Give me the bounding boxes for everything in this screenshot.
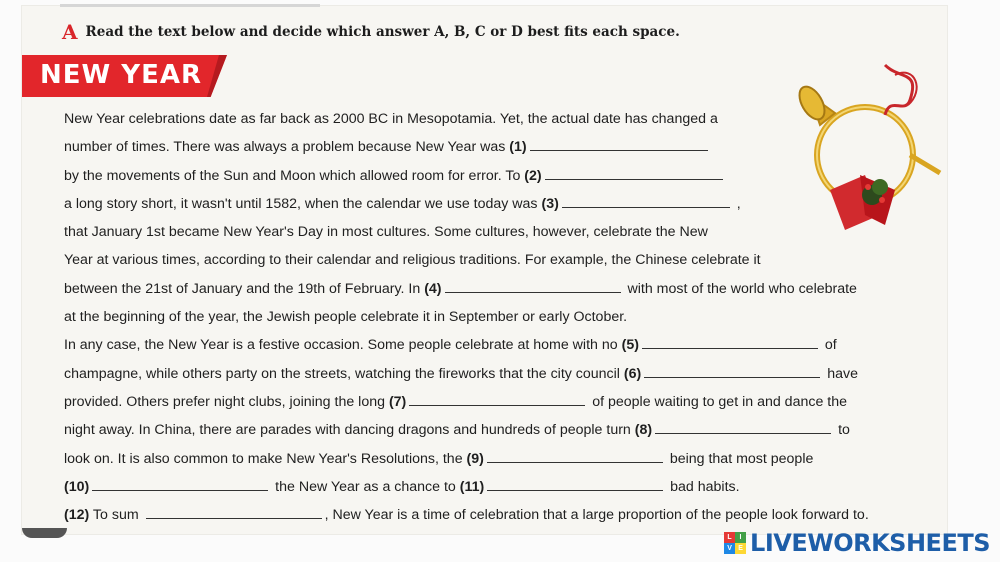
passage-line <box>64 331 944 359</box>
passage-text-segment: being that most people <box>665 450 814 467</box>
answer-blank[interactable] <box>545 169 723 180</box>
answer-blank[interactable] <box>530 140 708 151</box>
gap-number: (3) <box>541 195 559 212</box>
passage-text-segment: bad habits. <box>666 478 740 495</box>
passage-text-segment: provided. Others prefer night clubs, joining the long <box>64 393 389 410</box>
answer-blank[interactable] <box>487 452 663 463</box>
liveworksheets-badge-icon <box>724 532 746 554</box>
gap-number: (6) <box>623 365 642 382</box>
passage-text-segment: , New Year is a time of celebration that a large proportion of the people look forward to. <box>324 507 869 524</box>
passage-text-segment: look on. It is also common to make New Year's Resolutions, the <box>64 450 467 467</box>
exercise-instruction <box>62 18 680 46</box>
answer-blank[interactable] <box>562 197 730 208</box>
answer-blank[interactable] <box>445 282 621 293</box>
passage-text-segment: Year at various times, according to their calendar and religious traditions. For example, the Chinese celebrate it <box>64 252 761 269</box>
passage-line <box>64 388 944 416</box>
passage-line <box>64 190 944 218</box>
instruction-text: Read the text below and decide which answer A, B, C or D best fits each space. <box>85 24 680 40</box>
exercise-letter: A <box>62 20 78 44</box>
answer-blank[interactable] <box>487 480 663 491</box>
passage-line <box>64 445 944 473</box>
passage-line <box>64 416 944 444</box>
logo-text: LIVEWORKSHEETS <box>750 529 990 557</box>
gap-number: (10) <box>64 478 90 495</box>
passage-line <box>64 275 944 303</box>
badge-letter: L <box>724 532 735 543</box>
passage-text-segment: the New Year as a chance to <box>271 478 460 495</box>
badge-letter: I <box>735 532 746 543</box>
passage-text-segment: to <box>834 422 850 439</box>
passage-text-segment: with most of the world who celebrate <box>623 280 857 297</box>
passage-text-segment: New Year celebrations date as far back as 2000 BC in Mesopotamia. Yet, the actual date has changed a <box>64 111 718 127</box>
gap-number: (9) <box>466 450 484 467</box>
gap-number: (2) <box>524 167 542 184</box>
passage-text-segment: number of times. There was always a problem because New Year was <box>64 139 510 156</box>
passage-text <box>64 105 944 529</box>
page-corner-mark <box>22 528 67 538</box>
passage-text-segment: champagne, while others party on the streets, watching the fireworks that the city council <box>64 365 624 382</box>
passage-text-segment: by the movements of the Sun and Moon which allowed room for error. To <box>64 167 525 184</box>
answer-blank[interactable] <box>409 395 585 406</box>
gap-number: (5) <box>621 337 639 354</box>
passage-text-segment: that January 1st became New Year's Day in most cultures. Some cultures, however, celebrate the New <box>64 224 708 241</box>
passage-text-segment: , <box>732 195 741 212</box>
passage-text-segment: at the beginning of the year, the Jewish people celebrate it in September or early October. <box>64 309 628 326</box>
passage-text-segment: of <box>820 337 837 354</box>
passage-text-segment: of people waiting to get in and dance the <box>588 393 848 410</box>
badge-letter: E <box>735 543 746 554</box>
passage-line <box>64 360 944 388</box>
badge-letter: V <box>724 543 735 554</box>
answer-blank[interactable] <box>92 480 268 491</box>
passage-text-segment: a long story short, it wasn't until 1582, when the calendar we use today was <box>64 195 542 212</box>
passage-line <box>64 246 944 274</box>
gap-number: (7) <box>388 393 407 410</box>
gap-number: (11) <box>459 478 485 495</box>
liveworksheets-logo <box>724 528 990 558</box>
gap-number: (8) <box>634 422 653 439</box>
gap-number: (12) <box>64 507 90 524</box>
passage-text-segment: night away. In China, there are parades with dancing dragons and hundreds of people turn <box>64 422 635 439</box>
passage-text-segment: In any case, the New Year is a festive occasion. Some people celebrate at home with no <box>64 337 622 354</box>
gap-number: (4) <box>424 280 442 297</box>
answer-blank[interactable] <box>146 508 322 519</box>
passage-line <box>64 162 944 190</box>
passage-title: NEW YEAR <box>40 60 202 90</box>
passage-text-segment: To sum <box>89 507 143 524</box>
top-divider <box>60 4 320 7</box>
passage-text-segment: have <box>823 365 858 382</box>
passage-line <box>64 133 944 161</box>
answer-blank[interactable] <box>644 367 820 378</box>
passage-line <box>64 218 944 246</box>
passage-text-segment: between the 21st of January and the 19th of February. In <box>64 280 425 297</box>
answer-blank[interactable] <box>655 423 831 434</box>
passage-line <box>64 473 944 501</box>
gap-number: (1) <box>509 139 527 156</box>
answer-blank[interactable] <box>642 338 818 349</box>
passage-line <box>64 105 944 133</box>
passage-line <box>64 501 944 529</box>
passage-line <box>64 303 944 331</box>
